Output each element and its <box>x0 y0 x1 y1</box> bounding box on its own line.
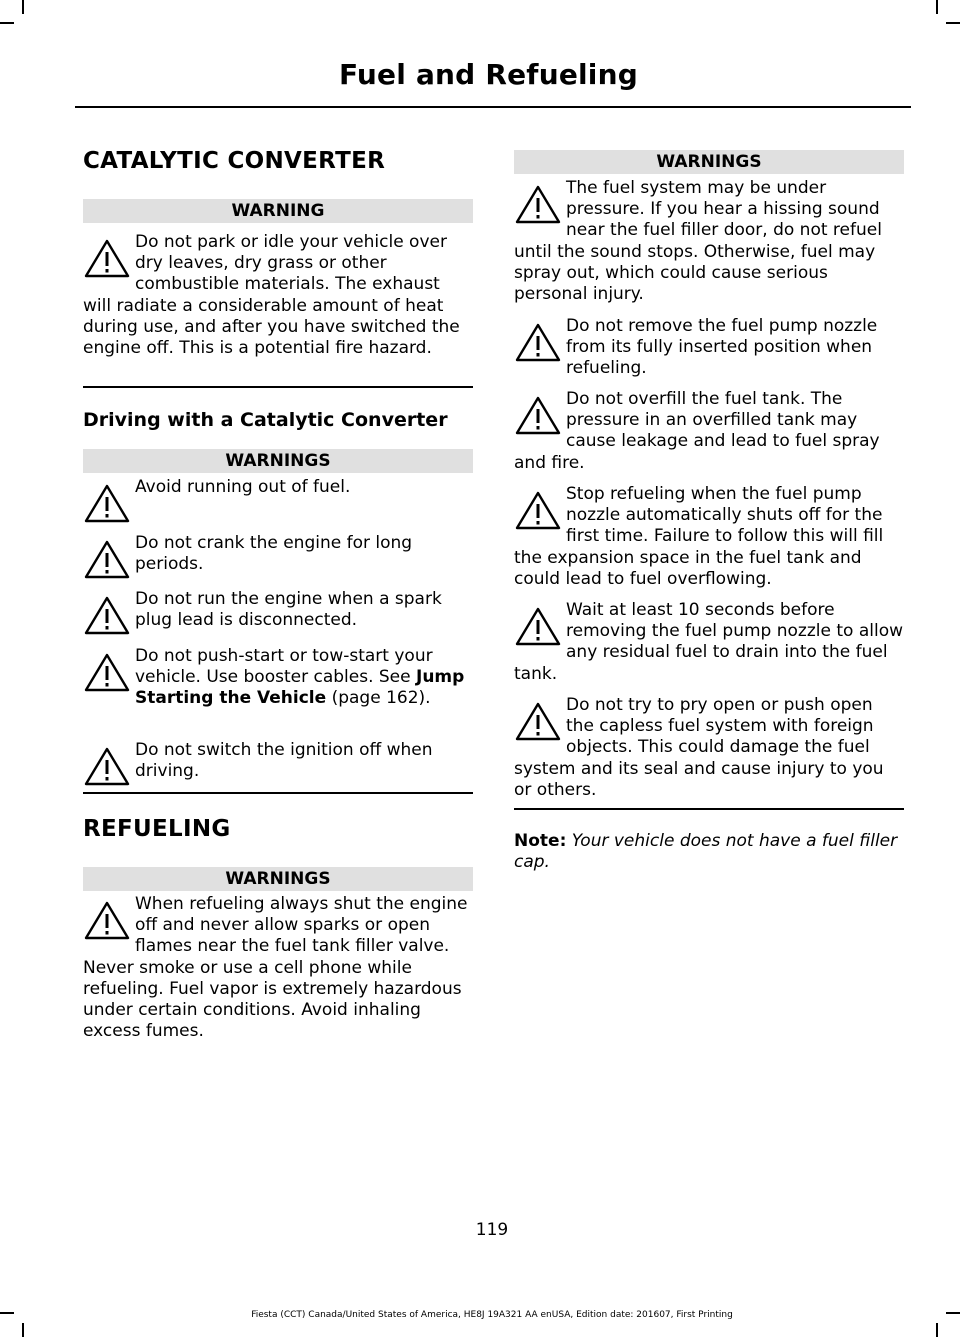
section-divider <box>83 792 473 794</box>
crop-mark <box>22 0 24 14</box>
driving-with-catalytic-converter-heading: Driving with a Catalytic Converter <box>83 409 448 431</box>
crop-mark <box>946 22 960 24</box>
warning-text: Do not park or idle your vehicle over dry leaves, dry grass or other combustible materials. The exhaust will radiate a considerable amount of heat during use, and after you have switched the engine off. This is a potential fire hazard. <box>83 232 460 359</box>
warning-triangle-icon <box>514 490 562 532</box>
crop-mark <box>936 1323 938 1337</box>
note-text: Your vehicle does not have a fuel filler cap. <box>514 831 898 873</box>
warning-triangle-icon <box>514 606 562 648</box>
warning-text: Avoid running out of fuel. <box>135 477 351 497</box>
warning-text: Do not remove the fuel pump nozzle from its fully inserted position when refueling. <box>566 316 878 379</box>
warning-triangle-icon <box>514 395 562 437</box>
warning-text: When refueling always shut the engine off and never allow sparks or open flames near the fuel tank filler valve. Never smoke or use a cell phone while refueling. Fuel vapor is extremely hazardous under certain conditions. Avoid inhaling excess fumes. <box>83 894 468 1042</box>
warning-triangle-icon <box>514 701 562 743</box>
header-divider <box>75 106 911 108</box>
warning-triangle-icon <box>83 595 131 637</box>
warning-label-bar: WARNINGS <box>83 867 473 891</box>
warning-triangle-icon <box>514 184 562 226</box>
warning-item <box>83 740 473 788</box>
warning-item <box>514 389 904 474</box>
warning-text: Do not try to pry open or push open the capless fuel system with foreign objects. This could damage the fuel system and its seal and cause injury to you or others. <box>514 695 884 800</box>
warning-text: Do not crank the engine for long periods. <box>135 533 413 575</box>
warning-item <box>83 533 473 581</box>
warning-item <box>83 477 473 525</box>
page-number: 119 <box>475 1220 509 1240</box>
warning-triangle-icon <box>83 900 131 942</box>
warning-label-bar: WARNING <box>83 199 473 223</box>
warning-text: Stop refueling when the fuel pump nozzle automatically shuts off for the first time. Failure to follow this will fill the expansion space in the fuel tank and could lead to fuel overflowing. <box>514 484 884 589</box>
page-title: Fuel and Refueling <box>338 58 638 91</box>
crop-mark <box>22 1323 24 1337</box>
warning-text: Do not switch the ignition off when driving. <box>135 740 433 782</box>
warning-triangle-icon <box>514 322 562 364</box>
footer-edition-info: Fiesta (CCT) Canada/United States of America, HE8J 19A321 AA enUSA, Edition date: 201607, First Printing <box>251 1310 733 1320</box>
warning-triangle-icon <box>83 483 131 525</box>
page-reference: (page 162). <box>326 688 431 709</box>
warning-text: Do not push-start or tow-start your vehicle. Use booster cables. See <box>135 646 433 688</box>
warning-item <box>514 316 904 380</box>
warning-triangle-icon <box>83 652 131 694</box>
warning-label-bar: WARNINGS <box>514 150 904 174</box>
warning-item <box>514 484 904 590</box>
warning-text: The fuel system may be under pressure. If you hear a hissing sound near the fuel filler door, do not refuel until the sound stops. Otherwise, fuel may spray out, which could cause serious personal injury. <box>514 178 882 305</box>
warning-item <box>83 894 473 1042</box>
warning-item <box>83 646 473 710</box>
warning-label-bar: WARNINGS <box>83 449 473 473</box>
warning-item <box>514 695 904 801</box>
crop-mark <box>936 0 938 14</box>
section-divider <box>514 808 904 810</box>
warning-item <box>514 178 904 305</box>
cross-reference-link[interactable]: Jump Starting the Vehicle <box>135 667 465 709</box>
refueling-heading: REFUELING <box>83 816 231 842</box>
warning-item <box>83 589 473 637</box>
warning-item <box>514 600 904 685</box>
section-divider <box>83 386 473 388</box>
warning-text: Do not overfill the fuel tank. The pressure in an overfilled tank may cause leakage and lead to fuel spray and fire. <box>514 389 880 473</box>
catalytic-converter-heading: CATALYTIC CONVERTER <box>83 148 386 174</box>
warning-text: Do not run the engine when a spark plug lead is disconnected. <box>135 589 442 631</box>
note-label: Note: <box>514 831 567 851</box>
warning-text: Wait at least 10 seconds before removing the fuel pump nozzle to allow any residual fuel to drain into the fuel tank. <box>514 600 904 684</box>
crop-mark <box>0 22 14 24</box>
warning-triangle-icon <box>83 238 131 280</box>
warning-item <box>83 232 473 359</box>
note-paragraph <box>514 831 904 873</box>
warning-triangle-icon <box>83 746 131 788</box>
warning-triangle-icon <box>83 539 131 581</box>
